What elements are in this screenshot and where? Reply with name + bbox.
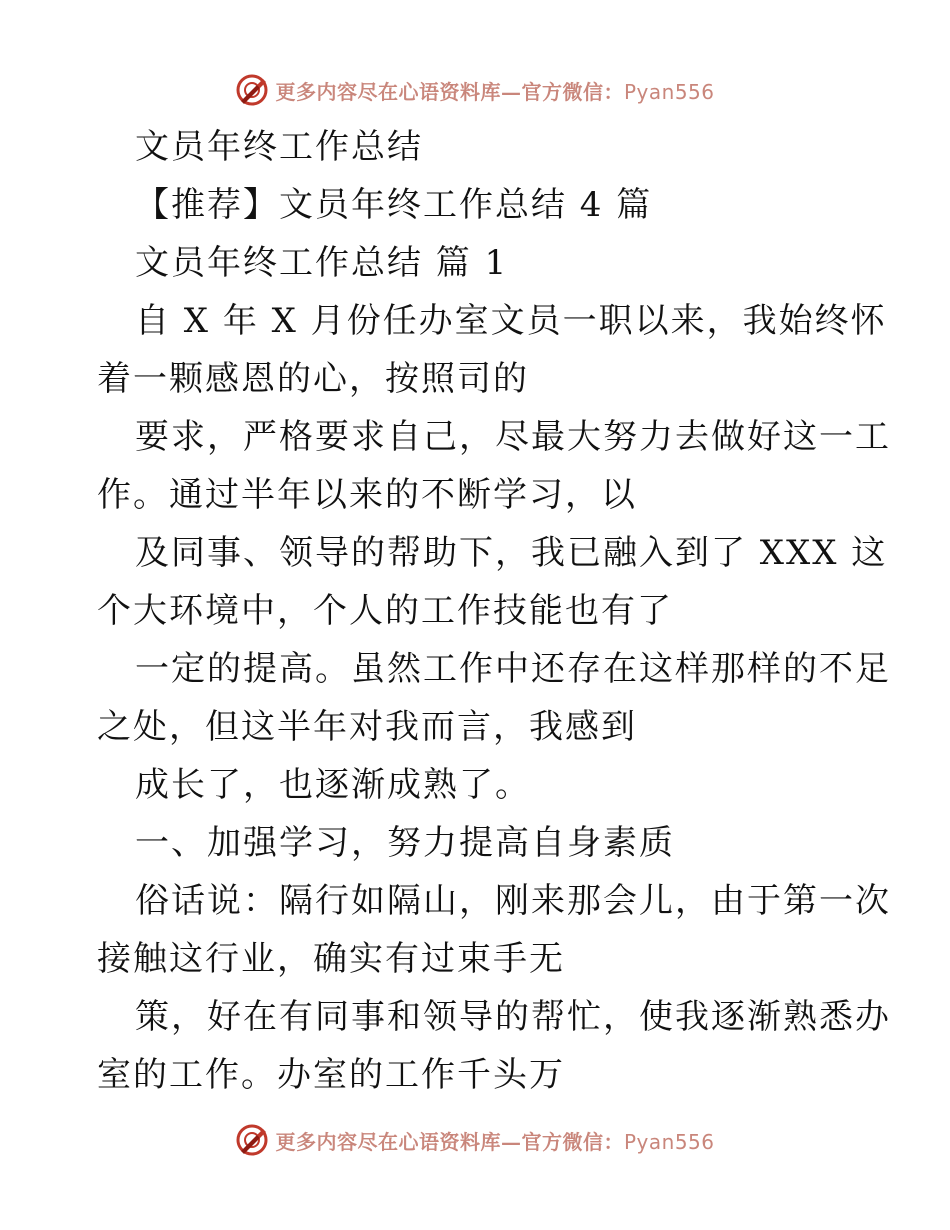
doc-subtitle: 【推荐】文员年终工作总结 4 篇 [135, 185, 653, 225]
document-body [97, 118, 891, 1104]
paragraph-line: 俗话说：隔行如隔山，刚来那会儿，由于第一次 [135, 881, 891, 921]
banner-handle: Pyan556 [623, 1129, 715, 1154]
logo-icon [235, 73, 269, 107]
footer-banner [0, 1120, 950, 1160]
paragraph-line: 及同事、领导的帮助下，我已融入到了 XXX 这 [135, 533, 888, 573]
paragraph-line: 一定的提高。虽然工作中还存在这样那样的不足 [135, 649, 891, 689]
paragraph-line: 着一颗感恩的心，按照司的 [97, 359, 529, 399]
paragraph-line: 室的工作。办室的工作千头万 [97, 1055, 565, 1095]
paragraph-line: 自 X 年 X 月份任办室文员一职以来，我始终怀 [135, 301, 887, 341]
paragraph-line: 作。通过半年以来的不断学习，以 [97, 475, 637, 515]
doc-title: 文员年终工作总结 [135, 127, 423, 167]
paragraph-line: 要求，严格要求自己，尽最大努力去做好这一工 [135, 417, 891, 457]
banner-handle: Pyan556 [623, 79, 715, 104]
logo-icon [235, 1123, 269, 1157]
header-banner [0, 70, 950, 110]
subsection-heading: 一、加强学习，努力提高自身素质 [135, 823, 675, 863]
banner-text: 更多内容尽在心语资料库—官方微信：Pyan556 [275, 79, 715, 104]
paragraph-line: 成长了，也逐渐成熟了。 [135, 765, 531, 805]
banner-text: 更多内容尽在心语资料库—官方微信：Pyan556 [275, 1129, 715, 1154]
paragraph-line: 之处，但这半年对我而言，我感到 [97, 707, 637, 747]
paragraph-line: 策，好在有同事和领导的帮忙，使我逐渐熟悉办 [135, 997, 891, 1037]
section-heading: 文员年终工作总结 篇 1 [135, 243, 509, 283]
paragraph-line: 接触这行业，确实有过束手无 [97, 939, 565, 979]
paragraph-line: 个大环境中，个人的工作技能也有了 [97, 591, 673, 631]
